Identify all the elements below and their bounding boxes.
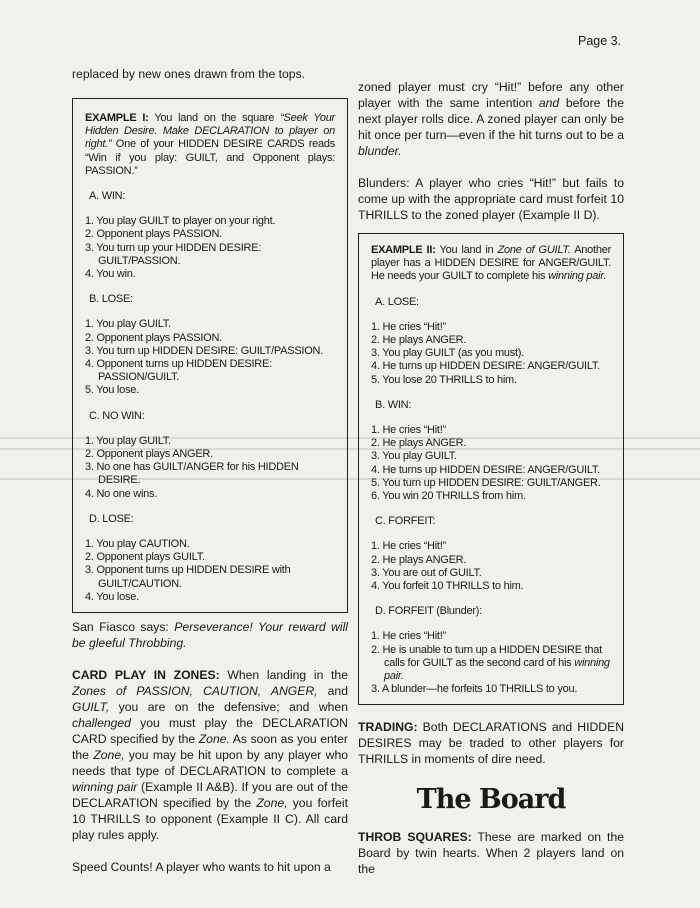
text: and (317, 684, 348, 699)
list-item: 3. You are out of GUILT. (371, 566, 482, 579)
san-fiasco-says (72, 619, 348, 651)
text: you are on the defensive; and when (109, 700, 348, 715)
text-italic: “Seek Your Hidden Desire. Make DECLARATION to player on right.” (85, 112, 335, 151)
card-play-title: CARD PLAY IN ZONES: (72, 668, 220, 683)
the-board-heading: The Board (416, 784, 566, 816)
example-1-sections (85, 190, 335, 604)
text: you may be hit upon by any player who needs that type of DECLARATION to complete a (72, 748, 348, 779)
example-1-intro (85, 112, 335, 178)
text: you must play the DECLARATION CARD specified by the (72, 716, 348, 747)
list-item: 4. He turns up HIDDEN DESIRE: ANGER/GUILT. (371, 463, 600, 476)
section-heading: A. WIN: (89, 190, 126, 203)
numbered-list (85, 435, 335, 501)
text-italic: Zone, (256, 796, 288, 811)
list-item: 4. No one wins. (85, 487, 158, 500)
list-item: 3. A blunder—he forfeits 10 THRILLS to you. (371, 683, 578, 696)
list-item: 2. Opponent plays ANGER. (85, 448, 213, 461)
list-item: 1. He cries “Hit!” (371, 630, 446, 643)
list-item: 6. You win 20 THRILLS from him. (371, 490, 526, 503)
text: As soon as you enter the (72, 732, 348, 763)
throb-squares-title: THROB SQUARES: (358, 830, 472, 845)
list-item: 2. He plays ANGER. (371, 553, 467, 566)
text-italic: blunder. (358, 144, 402, 158)
card-play-paragraph (72, 667, 348, 843)
trading-title: TRADING: (358, 720, 418, 735)
numbered-list (371, 321, 611, 387)
list-item: 3. You turn up your HIDDEN DESIRE: GUILT/PASSION. (85, 241, 262, 267)
text-italic: GUILT, (72, 700, 110, 715)
left-column (72, 66, 348, 875)
section-heading: D. LOSE: (89, 512, 134, 525)
text: Both DECLARATIONS and HIDDEN DESIRES may be traded to other players for THRILLS in moments of dire need. (358, 720, 624, 767)
text: San Fiasco says: (72, 620, 175, 635)
list-item: 3. You play GUILT (as you must). (371, 347, 525, 360)
text-italic: winning pair. (548, 270, 607, 283)
list-item: 1. He cries “Hit!” (371, 540, 446, 553)
text: you forfeit 10 THRILLS to opponent (Example II C). All card play rules apply. (72, 796, 348, 843)
text: These are marked on the Board by twin hearts. When 2 players land on the (358, 830, 624, 877)
list-item: 1. You play CAUTION. (85, 538, 190, 551)
list-item (371, 644, 611, 684)
throb-squares-paragraph (358, 829, 624, 877)
speed-counts-text: Speed Counts! A player who wants to hit upon a (72, 860, 331, 875)
text: zoned player must cry “Hit!” before any other player with the same intention (358, 80, 624, 110)
page-number: Page 3. (578, 34, 622, 48)
example-2-sections (371, 296, 611, 697)
text-italic: Perseverance! Your reward will be gleeful Throbbing. (72, 620, 348, 651)
numbered-list (85, 318, 335, 397)
text: Another player has a HIDDEN DESIRE for ANGER/GUILT. He needs your GUILT to complete his (371, 244, 611, 283)
intro-text: replaced by new ones drawn from the tops. (72, 67, 306, 81)
list-item: 4. You lose. (85, 590, 139, 603)
example-2-box (358, 233, 624, 705)
text-italic: Zone of GUILT. (497, 244, 571, 256)
example-2-title: EXAMPLE II: (371, 244, 436, 256)
list-item: 5. You turn up HIDDEN DESIRE: GUILT/ANGER. (371, 476, 601, 489)
text: When landing in the (219, 668, 348, 683)
list-item: 4. He turns up HIDDEN DESIRE: ANGER/GUILT. (371, 360, 600, 373)
text: You land in (435, 244, 498, 256)
list-item: 1. You play GUILT to player on your right. (85, 215, 276, 228)
example-1-title: EXAMPLE I: (85, 112, 149, 124)
list-item: 2. He plays ANGER. (371, 334, 467, 347)
list-item: 2. Opponent plays PASSION. (85, 228, 222, 241)
list-item: 3. No one has GUILT/ANGER for his HIDDEN DESIRE. (85, 461, 299, 487)
text-italic: and (538, 96, 560, 110)
text: (Example II A&B). If you are out of the DECLARATION specified by the (72, 780, 348, 811)
section-heading: B. WIN: (375, 398, 412, 411)
list-item: 3. You turn up HIDDEN DESIRE: GUILT/PASSION. (85, 344, 324, 357)
list-item: 1. He cries “Hit!” (371, 424, 446, 437)
list-item: 1. You play GUILT. (85, 434, 171, 447)
section-heading: D. FORFEIT (Blunder): (375, 605, 483, 618)
list-item: 3. Opponent turns up HIDDEN DESIRE with GUILT/CAUTION. (85, 564, 291, 590)
list-item: 1. He cries “Hit!” (371, 320, 446, 333)
text: You land on the square (148, 112, 281, 124)
numbered-list (371, 540, 611, 593)
text: One of your HIDDEN DESIRE CARDS reads “Win if you play: GUILT, and Opponent plays: PASSION.” (85, 138, 335, 177)
text-italic: Zone. (198, 732, 230, 747)
list-item: 2. Opponent plays PASSION. (85, 331, 222, 344)
list-item: 2. He plays ANGER. (371, 437, 467, 450)
text-italic: challenged (72, 716, 131, 731)
trading-paragraph (358, 719, 624, 767)
list-item: 5. You lose 20 THRILLS to him. (371, 373, 517, 386)
section-heading: C. NO WIN: (89, 409, 145, 422)
list-item: 2. Opponent plays GUILT. (85, 551, 205, 564)
list-item: 5. You lose. (85, 384, 139, 397)
list-item: 1. You play GUILT. (85, 318, 171, 331)
list-item: 4. You forfeit 10 THRILLS to him. (371, 580, 524, 593)
numbered-list (371, 424, 611, 503)
numbered-list (85, 538, 335, 604)
text: before the next player rolls dice. A zoned player can only be hit once per turn—even if the hit turns out to be a (358, 96, 624, 142)
text-italic: Zone, (93, 748, 125, 763)
section-heading: C. FORFEIT: (375, 515, 436, 528)
numbered-list (371, 630, 611, 696)
list-item: 3. You play GUILT. (371, 450, 457, 463)
numbered-list (85, 215, 335, 281)
text-italic: winning pair. (384, 656, 610, 683)
right-column (358, 79, 624, 877)
blunders-text: Blunders: A player who cries “Hit!” but fails to come up with the appropriate card must forfeit 10 THRILLS to the zoned player (Example II D). (358, 176, 624, 222)
example-2-intro (371, 244, 611, 284)
list-item: 4. You win. (85, 268, 136, 281)
zoned-player-text (358, 79, 624, 159)
section-heading: A. LOSE: (375, 295, 419, 308)
text-italic: Zones of PASSION, CAUTION, ANGER, (72, 684, 318, 699)
section-heading: B. LOSE: (89, 293, 133, 306)
text-italic: winning pair (72, 780, 138, 795)
list-item: 4. Opponent turns up HIDDEN DESIRE: PASSION/GUILT. (85, 358, 272, 384)
example-1-box (72, 98, 348, 613)
text: 2. He is unable to turn up a HIDDEN DESIRE that calls for GUILT as the second card of his (371, 643, 602, 669)
